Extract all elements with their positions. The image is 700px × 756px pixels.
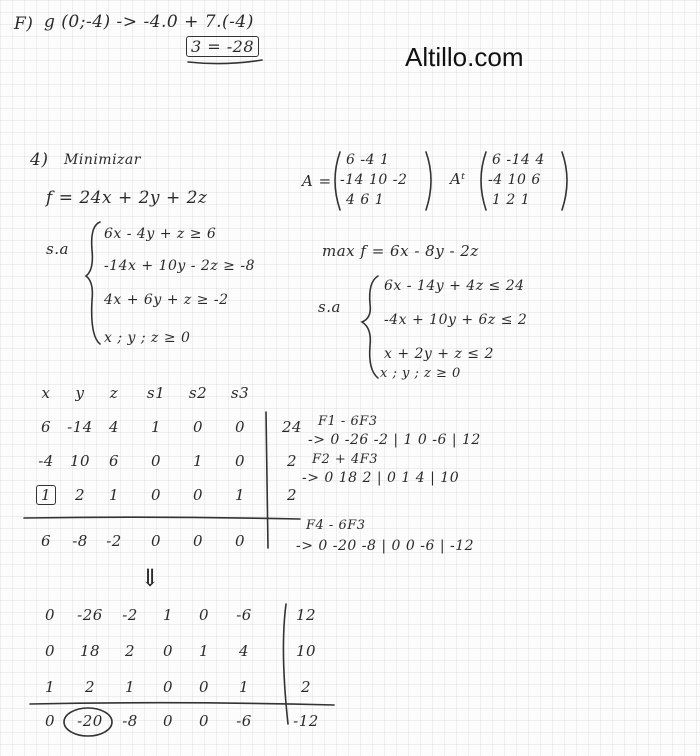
tableau2-cell: 2 [84,678,96,696]
tableau2-rhs: -12 [293,712,319,730]
objective-function: f = 24x + 2y + 2z [46,188,208,208]
tableau-z-cell: 6 [40,532,52,550]
tableau-cell: 0 [150,452,162,470]
tableau2-cell: 1 [198,642,210,660]
tableau-cell: 0 [234,418,246,436]
tableau2-cell: 18 [79,642,101,660]
tableau-header: s2 [188,384,208,402]
row-op-result: -> 0 -26 -2 | 1 0 -6 | 12 [308,432,481,448]
tableau-cell: 1 [234,486,246,504]
tableau-header: s1 [146,384,166,402]
tableau-cell: 1 [108,486,120,504]
tableau-cell: -14 [67,418,93,436]
tableau2-cell: 0 [162,678,174,696]
constraint-brace [86,222,100,344]
tableau-cell: 6 [108,452,120,470]
dual-constraint-brace [362,276,378,378]
constraint-3: 4x + 6y + z ≥ -2 [104,292,229,308]
tableau2-cell: 1 [162,606,174,624]
part-f-result: 3 = -28 [186,36,259,57]
tableau2-rhs: 2 [300,678,312,696]
matrix-at-bracket-right [562,152,567,210]
matrix-a-row: -14 10 -2 [340,172,408,188]
circled-entry [64,708,112,736]
tableau-cell: 10 [69,452,91,470]
tableau-cell: 1 [150,418,162,436]
tableau-rhs: 24 [281,418,303,436]
dual-sa-label: s.a [318,298,341,316]
tableau2-vertical-rule [283,604,288,724]
dual-constraint-4: x ; y ; z ≥ 0 [380,366,461,381]
matrix-a-row: 6 -4 1 [346,152,390,168]
tableau2-z-cell: -8 [122,712,138,730]
tableau-cell: 6 [40,418,52,436]
tableau2-cell: 0 [162,642,174,660]
tableau-cell: 1 [192,452,204,470]
dual-objective: max f = 6x - 8y - 2z [322,242,479,260]
matrix-at-row: 1 2 1 [492,192,531,208]
tableau-cell: 4 [108,418,120,436]
tableau2-cell: -6 [236,606,252,624]
tableau2-cell: 1 [44,678,56,696]
tableau-z-cell: 0 [150,532,162,550]
tableau-header: x [41,384,51,402]
tableau1-vertical-rule [266,412,268,548]
tableau-rhs: 2 [286,486,298,504]
tableau2-rhs: 12 [295,606,317,624]
tableau-z-cell: 0 [192,532,204,550]
matrix-a-bracket-right [426,152,431,210]
dual-constraint-3: x + 2y + z ≤ 2 [384,346,494,362]
tableau2-cell: 1 [124,678,136,696]
row-op: F1 - 6F3 [318,414,378,429]
tableau2-z-cell: 0 [44,712,56,730]
matrix-at-row: 6 -14 4 [492,152,545,168]
matrix-a-label: A = [302,172,332,190]
part-f-underline [188,60,262,64]
tableau-cell: 2 [74,486,86,504]
tableau-cell: 0 [234,452,246,470]
tableau-cell: 0 [192,418,204,436]
tableau-cell: -4 [38,452,54,470]
tableau2-z-cell: -6 [236,712,252,730]
row-op-result: -> 0 -20 -8 | 0 0 -6 | -12 [296,538,475,554]
sa-label: s.a [46,240,69,258]
tableau2-rhs: 10 [295,642,317,660]
tableau2-cell: 2 [124,642,136,660]
row-op: F2 + 4F3 [312,452,379,467]
tableau2-cell: 0 [198,606,210,624]
tableau2-cell: 0 [44,606,56,624]
tableau-header: s3 [230,384,250,402]
watermark: Altillo.com [405,42,524,72]
tableau-z-cell: -8 [72,532,88,550]
tableau-header: z [109,384,119,402]
tableau2-cell: 1 [238,678,250,696]
tableau2-cell: -2 [122,606,138,624]
constraint-1: 6x - 4y + z ≥ 6 [104,226,217,242]
tableau2-cell: 0 [198,678,210,696]
tableau2-cell: 0 [44,642,56,660]
tableau-header: y [75,384,85,402]
constraint-4: x ; y ; z ≥ 0 [104,330,191,346]
matrix-a-bracket-left [335,152,340,210]
part-f-label: F) [14,14,34,34]
tableau-z-cell: 0 [234,532,246,550]
matrix-at-row: -4 10 6 [488,172,541,188]
matrix-at-bracket-left [481,152,486,210]
problem-heading: Minimizar [64,152,141,168]
dual-constraint-2: -4x + 10y + 6z ≤ 2 [384,312,528,328]
down-arrow-icon: ⇓ [140,564,161,592]
matrix-at-label: Aᵗ [450,170,466,188]
tableau2-z-cell: 0 [162,712,174,730]
tableau-z-cell: -2 [106,532,122,550]
part-f-line: g (0;-4) -> -4.0 + 7.(-4) [44,12,254,32]
row-op: F4 - 6F3 [306,518,366,533]
tableau-rhs: 2 [286,452,298,470]
row-op-result: -> 0 18 2 | 0 1 4 | 10 [302,470,460,486]
problem-number: 4) [30,150,49,170]
dual-constraint-1: 6x - 14y + 4z ≤ 24 [384,278,525,294]
constraint-2: -14x + 10y - 2z ≥ -8 [104,258,255,274]
tableau2-z-cell: 0 [198,712,210,730]
tableau2-cell: -26 [77,606,103,624]
tableau2-horizontal-rule [30,703,334,705]
tableau-cell: 0 [192,486,204,504]
tableau-pivot-cell: 1 [28,486,64,504]
tableau2-z-cell: -20 [77,712,103,730]
tableau1-horizontal-rule [24,517,300,519]
tableau-cell: 0 [150,486,162,504]
matrix-a-row: 4 6 1 [346,192,385,208]
tableau2-cell: 4 [238,642,250,660]
